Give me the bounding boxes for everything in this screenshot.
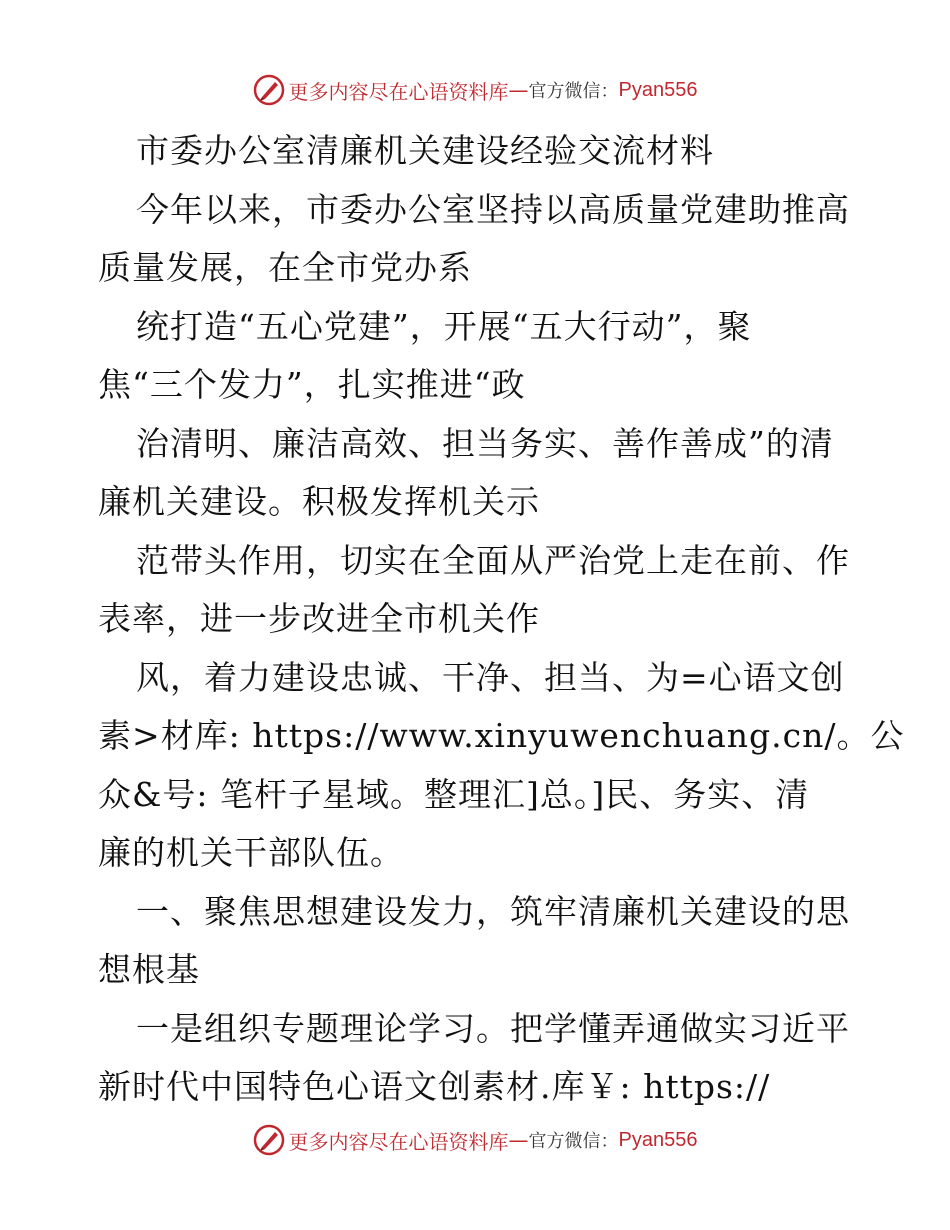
banner-dash: — — [508, 1128, 529, 1152]
text-line: 焦“三个发力”，扎实推进“政 — [98, 365, 526, 404]
banner-wechat-label: 官方微信： — [528, 81, 619, 102]
text-line: 今年以来，市委办公室坚持以高质量党建助推高 — [136, 189, 850, 229]
text-line: 众&号: 笔杆子星域。整理汇]总。]民、务实、清 — [98, 774, 810, 814]
text-line: 质量发展，在全市党办系 — [98, 248, 472, 287]
text-line: 一是组织专题理论学习。把学懂弄通做实习近平 — [136, 1008, 850, 1048]
text-line: 廉机关建设。积极发挥机关示 — [98, 482, 540, 521]
quill-pen-logo-icon — [253, 74, 285, 106]
banner-dash: — — [508, 78, 529, 102]
text-line: 市委办公室清廉机关建设经验交流材料 — [136, 131, 714, 170]
text-line: 一、聚焦思想建设发力，筑牢清廉机关建设的思 — [136, 891, 850, 931]
text-line: 想根基 — [98, 950, 200, 989]
text-line: 统打造“五心党建”，开展“五大行动”，聚 — [136, 306, 752, 346]
header-banner — [0, 70, 950, 110]
banner-wechat-id: Pyan556 — [618, 1128, 698, 1151]
footer-banner — [0, 1120, 950, 1160]
text-line: 治清明、廉洁高效、担当务实、善作善成”的清 — [136, 423, 834, 463]
text-line: 新时代中国特色心语文创素材.库￥: https:// — [98, 1067, 771, 1106]
text-line: 表率，进一步改进全市机关作 — [98, 599, 540, 638]
document-body — [98, 122, 905, 1117]
banner-main-text: 更多内容尽在心语资料库 — [288, 79, 509, 104]
text-line: 素>材库: https://www.xinyuwenchuang.cn/。公 — [98, 716, 905, 755]
banner-wechat-id: Pyan556 — [618, 78, 698, 101]
text-line: 范带头作用，切实在全面从严治党上走在前、作 — [136, 540, 850, 580]
quill-pen-logo-icon — [253, 1124, 285, 1156]
text-line: 廉的机关干部队伍。 — [98, 833, 404, 872]
banner-wechat-label: 官方微信： — [528, 1131, 619, 1152]
text-line: 风，着力建设忠诚、干净、担当、为=心语文创 — [136, 657, 845, 697]
banner-main-text: 更多内容尽在心语资料库 — [288, 1129, 509, 1154]
